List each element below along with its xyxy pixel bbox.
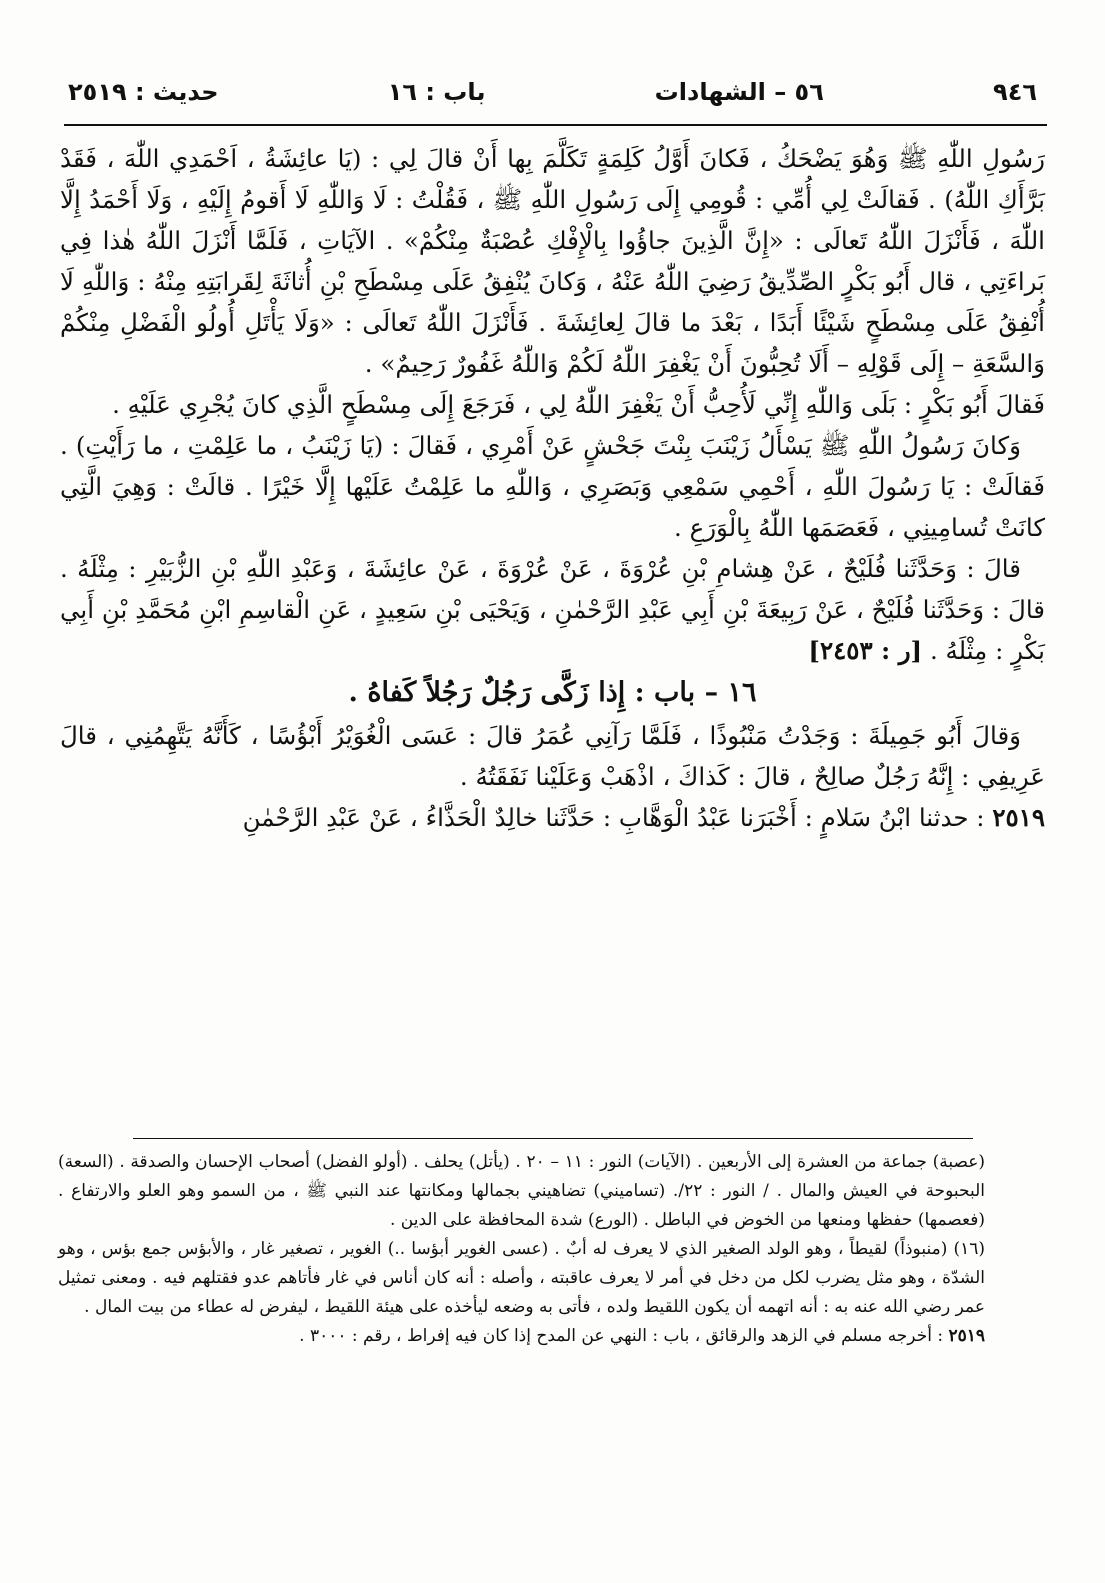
chapter-heading: ١٦ – باب : إِذا زَكَّى رَجُلٌ رَجُلاً كَفاهُ . — [348, 677, 757, 708]
footnote: (عصبة) جماعة من العشرة إلى الأربعين . (الآيات) النور : ١١ – ٢٠ . (يأتل) يحلف . (أولو الفضل) أصحاب الإحسان والصدقة . (السعة) البحبوحة في العيش والمال . / النور : ٢٢/. (تساميني) تضاهيني بجمالها ومكانتها عند النبي ﷺ ، من السمو وهو العلو والارتفاع . (فعصمها) حفظها ومنعها من الخوض في الباطل . (الورع) شدة المحافظة على الدين . — [58, 1152, 985, 1230]
book-title: ٥٦ – الشهادات — [654, 78, 824, 106]
hadith-number: ٢٥١٩ — [992, 803, 1045, 832]
chapter-label: باب : ١٦ — [387, 78, 486, 106]
paragraph: وَقالَ أَبُو جَمِيلَةَ : وَجَدْتُ مَنْبُوذًا ، فَلَمَّا رَآنِي عُمَرُ قالَ : عَسَى الْغُوَيْرُ أَبْؤُسًا ، كَأَنَّهُ يَتَّهِمُنِي ، قالَ عَرِيفِي : إِنَّهُ رَجُلٌ صالِحٌ ، قالَ : كَذاكَ ، اذْهَبْ وَعَلَيْنا نَفَقَتُهُ . — [60, 721, 1045, 791]
running-header — [68, 72, 1037, 112]
paragraph: وَكانَ رَسُولُ اللّٰهِ ﷺ يَسْأَلُ زَيْنَبَ بِنْتَ جَحْشٍ عَنْ أَمْرِي ، فَقالَ : (يَا زَيْنَبُ ، ما عَلِمْتِ ، ما رَأَيْتِ) . فَقالَتْ : يَا رَسُولَ اللّٰهِ ، أَحْمِي سَمْعِي وَبَصَرِي ، وَاللّٰهِ ما عَلِمْتُ عَلَيْها إِلَّا خَيْرًا . قالَتْ : وَهِيَ الَّتِي كانَتْ تُسامِينِي ، فَعَصَمَها اللّٰهُ بِالْوَرَعِ . — [60, 431, 1045, 542]
page-number: ٩٤٦ — [993, 78, 1037, 106]
hadith-label: حديث : ٢٥١٩ — [68, 78, 219, 106]
footnote: (١٦) (منبوذاً) لقيطاً ، وهو الولد الصغير الذي لا يعرف له أبٌ . (عسى الغوير أبؤسا ..) الغوير ، تصغير غار ، والأبؤس جمع بؤس ، وهو الشدّة ، وهو مثل يضرب لكل من دخل في أمر لا يعرف عاقبته ، وأصله : أنه كان أناس في غار فأتاهم عدو فقتلهم فيه . ومعنى تمثيل عمر رضي الله عنه به : أنه اتهمه أن يكون اللقيط ولده ، فأتى به وضعه ليأخذه على هيئة اللقيط ، ليفرض له عطاء من بيت المال . — [58, 1239, 985, 1317]
main-text — [60, 138, 1045, 838]
cross-reference: [ر : ٢٤٥٣] — [808, 636, 923, 665]
footnote-divider — [133, 1138, 973, 1139]
footnotes — [58, 1148, 985, 1351]
footnote-text: : أخرجه مسلم في الزهد والرقائق ، باب : النهي عن المدح إذا كان فيه إفراط ، رقم : ٣٠٠٠ . — [299, 1326, 949, 1346]
paragraph — [60, 548, 1045, 671]
header-divider — [64, 124, 1047, 126]
paragraph: فَقالَ أَبُو بَكْرٍ : بَلَى وَاللّٰهِ إِنِّي لَأُحِبُّ أَنْ يَغْفِرَ اللّٰهُ لِي ، فَرَجَعَ إِلَى مِسْطَحٍ الَّذِي كانَ يُجْرِي عَلَيْهِ . — [112, 390, 1045, 419]
paragraph: رَسُولِ اللّٰهِ ﷺ وَهُوَ يَضْحَكُ ، فَكانَ أَوَّلُ كَلِمَةٍ تَكَلَّمَ بِها أَنْ قالَ لِي : (يَا عائِشَةُ ، اَحْمَدِي اللّٰهَ ، فَقَدْ بَرَّأَكِ اللّٰهُ) . فَقالَتْ لِي أُمِّي : قُومِي إِلَى رَسُولِ اللّٰهِ ﷺ ، فَقُلْتُ : لَا وَاللّٰهِ لَا أَقومُ إِلَيْهِ ، وَلَا أَحْمَدُ إِلَّا اللّٰهَ ، فَأَنْزَلَ اللّٰهُ تَعالَى : «إِنَّ الَّذِينَ جاؤُوا بِالْإِفْكِ عُصْبَةٌ مِنْكُمْ» . الآيَاتِ ، فَلَمَّا أَنْزَلَ اللّٰهُ هٰذا فِي بَراءَتِي ، قال أَبُو بَكْرٍ الصِّدِّيقُ رَضِيَ اللّٰهُ عَنْهُ ، وَكانَ يُنْفِقُ عَلَى مِسْطَحِ بْنِ أُثاثَةَ لِقَرابَتِهِ مِنْهُ : وَاللّٰهِ لَا أُنْفِقُ عَلَى مِسْطَحٍ شَيْئًا أَبَدًا ، بَعْدَ ما قالَ لِعائِشَةَ . فَأَنْزَلَ اللّٰهُ تَعالَى : «وَلَا يَأْتَلِ أُولُو الْفَضْلِ مِنْكُمْ وَالسَّعَةِ – إِلَى قَوْلِهِ – أَلَا تُحِبُّونَ أَنْ يَغْفِرَ اللّٰهُ لَكُمْ وَاللّٰهُ غَفُورٌ رَحِيمٌ» . — [60, 144, 1045, 378]
footnote — [58, 1322, 985, 1351]
hadith-line — [60, 797, 1045, 838]
hadith-text: : حدثنا ابْنُ سَلامٍ : أَخْبَرَنا عَبْدُ الْوَهَّابِ : حَدَّثَنا خالِدٌ الْحَذَّاءُ ، عَنْ عَبْدِ الرَّحْمٰنِ — [242, 803, 993, 832]
footnote-number: ٢٥١٩ — [948, 1326, 985, 1346]
paragraph-text: قالَ : وَحَدَّثَنا فُلَيْحٌ ، عَنْ هِشامِ بْنِ عُرْوَةَ ، عَنْ عُرْوَةَ ، عَنْ عائِشَةَ ، وَعَبْدِ اللّٰهِ بْنِ الزُّبَيْرِ : مِثْلَهُ . قالَ : وَحَدَّثَنا فُلَيْحٌ ، عَنْ رَبِيعَةَ بْنِ أَبِي عَبْدِ الرَّحْمٰنِ ، وَيَحْيَى بْنِ سَعِيدٍ ، عَنِ الْقاسِمِ ابْنِ مُحَمَّدِ بْنِ أَبِي بَكْرٍ : مِثْلَهُ . — [60, 554, 1045, 665]
